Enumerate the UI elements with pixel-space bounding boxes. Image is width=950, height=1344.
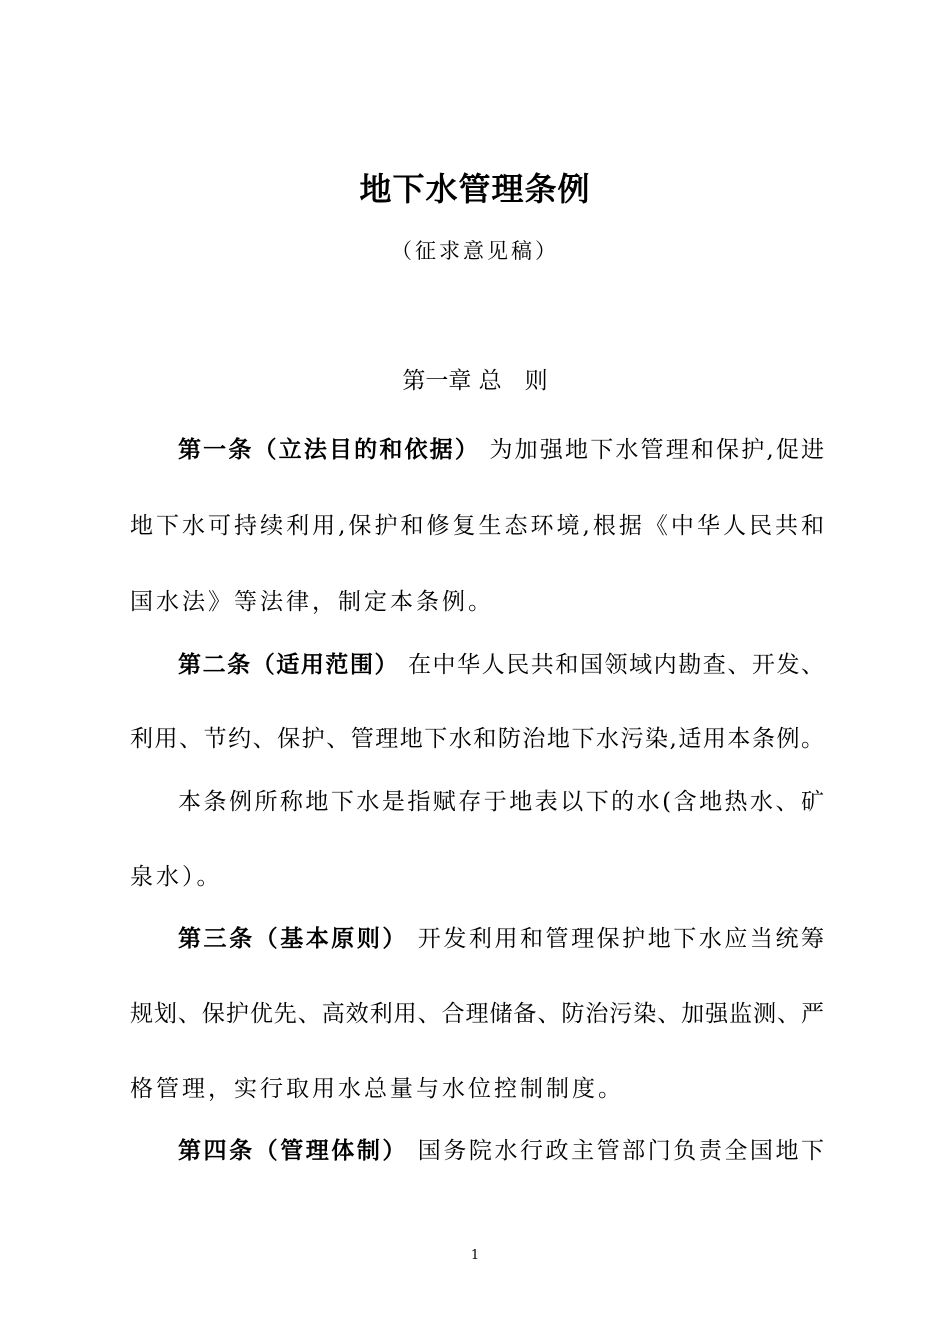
article-1-line-2: 地下水可持续利用,保护和修复生态环境,根据《中华人民共和	[130, 513, 824, 539]
article-2-text: 在中华人民共和国领域内勘查、开发、	[407, 652, 824, 678]
document-subtitle: （征求意见稿）	[391, 239, 559, 263]
chapter-heading: 第一章 总 则	[402, 368, 548, 394]
article-4-text: 国务院水行政主管部门负责全国地下	[417, 1138, 824, 1164]
page-number: 1	[470, 1248, 480, 1263]
article-2-para-2-line-1: 本条例所称地下水是指赋存于地表以下的水(含地热水、矿	[178, 789, 824, 815]
article-2-line-2: 利用、节约、保护、管理地下水和防治地下水污染,适用本条例。	[130, 726, 824, 752]
article-1-first-line	[178, 433, 824, 467]
article-3-first-line	[178, 922, 824, 956]
article-4-heading: 第四条（管理体制）	[178, 1138, 408, 1164]
article-1-line-3: 国水法》等法律，制定本条例。	[130, 589, 494, 615]
article-1-text: 为加强地下水管理和保护,促进	[489, 437, 824, 463]
article-3-line-2: 规划、保护优先、高效利用、合理储备、防治污染、加强监测、严	[130, 1001, 824, 1027]
article-3-line-3: 格管理，实行取用水总量与水位控制制度。	[130, 1076, 624, 1102]
article-1-heading: 第一条（立法目的和依据）	[178, 437, 481, 463]
article-2-heading: 第二条（适用范围）	[178, 652, 400, 678]
article-3-heading: 第三条（基本原则）	[178, 926, 408, 952]
document-title: 地下水管理条例	[359, 170, 591, 208]
article-3-text: 开发利用和管理保护地下水应当统筹	[417, 926, 824, 952]
article-2-para-2-line-2: 泉水）。	[130, 864, 223, 890]
article-2-first-line	[178, 648, 824, 682]
article-4-first-line	[178, 1134, 824, 1168]
